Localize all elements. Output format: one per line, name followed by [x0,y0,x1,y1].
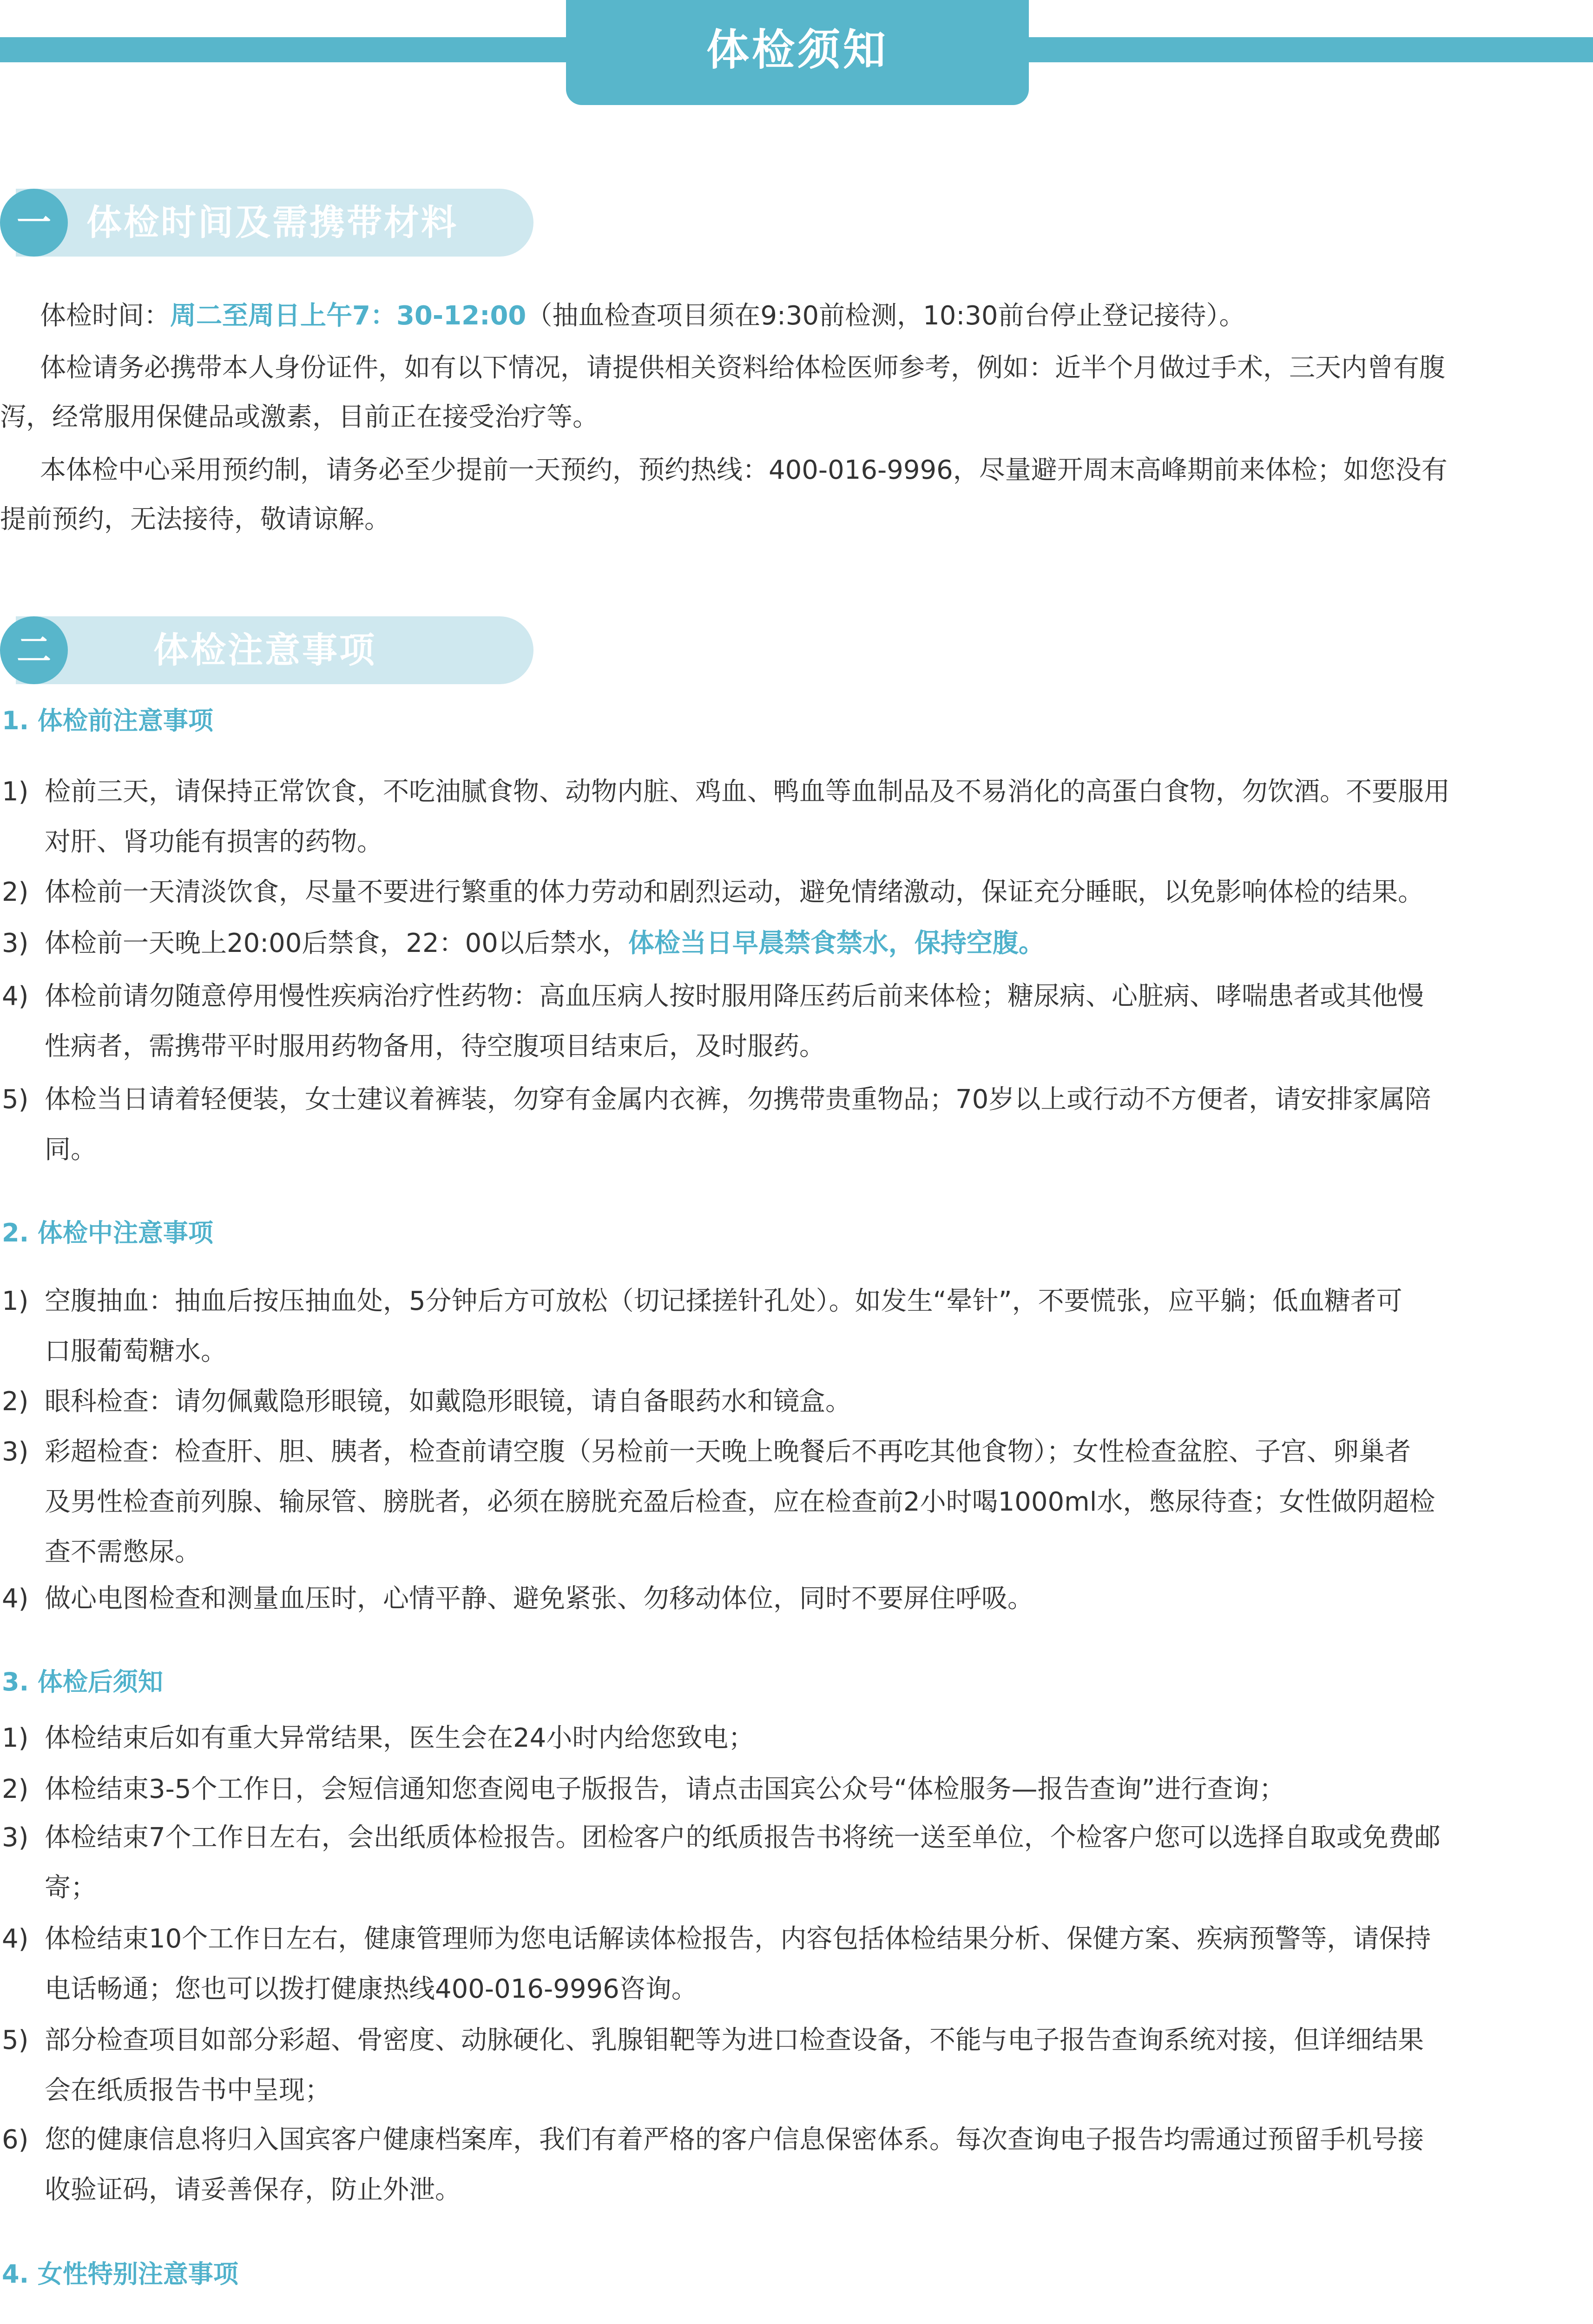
id-materials-paragraph-cont: 泻，经常服用保健品或激素，目前正在接受治疗等。 [0,402,599,432]
exam-time-note: （抽血检查项目须在9:30前检测，10:30前台停止登记接待）。 [526,301,1245,331]
list-item: 3) 彩超检查：检查肝、胆、胰者，检查前请空腹（另检前一天晚上晚餐后不再吃其他食物）；女性检查盆腔、子宫、卵巢者 及男性检查前列腺、输尿管、膀胱者，必须在膀胱充盈后检查，应在检查前2小时喝1000ml水，憋尿待查；女性做阴超检 查不需憋尿。 [2,1437,1435,1567]
list-item: 3) 体检前一天晚上20:00后禁食，22：00以后禁水，体检当日早晨禁食禁水，保持空腹。 [2,928,1045,958]
subheading-after-exam: 3. 体检后须知 [2,1667,163,1697]
list-item: 1) 体检结束后如有重大异常结果，医生会在24小时内给您致电； [2,1723,755,1753]
list-item: 1) 检前三天，请保持正常饮食，不吃油腻食物、动物内脏、鸡血、鸭血等血制品及不易消化的高蛋白食物，勿饮酒。不要服用 对肝、肾功能有损害的药物。 [2,777,1450,857]
fasting-highlight: 体检当日早晨禁食禁水，保持空腹。 [628,928,1045,958]
list-item: 4) 体检前请勿随意停用慢性疾病治疗性药物：高血压病人按时服用降压药后前来体检；糖尿病、心脏病、哮喘患者或其他慢 性病者，需携带平时服用药物备用，待空腹项目结束后，及时服药。 [2,981,1424,1062]
subheading-before-exam: 1. 体检前注意事项 [2,706,213,735]
list-item: 4) 做心电图检查和测量血压时，心情平静、避免紧张、勿移动体位，同时不要屏住呼吸。 [2,1584,1033,1614]
section-title: 体检时间及需携带材料 [86,202,458,243]
list-item: 5) 体检当日请着轻便装，女士建议着裤装，勿穿有金属内衣裤，勿携带贵重物品；70岁以上或行动不方便者，请安排家属陪 同。 [2,1084,1431,1165]
list-item: 3) 体检结束7个工作日左右，会出纸质体检报告。团检客户的纸质报告书将统一送至单位，个检客户您可以选择自取或免费邮 寄； [2,1822,1441,1903]
list-item: 2) 眼科检查：请勿佩戴隐形眼镜，如戴隐形眼镜，请自备眼药水和镜盒。 [2,1386,851,1417]
subheading-during-exam: 2. 体检中注意事项 [2,1218,213,1248]
list-item: 2) 体检前一天清淡饮食，尽量不要进行繁重的体力劳动和剧烈运动，避免情绪激动，保证充分睡眠，以免影响体检的结果。 [2,877,1424,907]
section-title: 体检注意事项 [153,629,376,671]
list-item [0,2317,1585,2324]
id-materials-paragraph: 体检请务必携带本人身份证件，如有以下情况，请提供相关资料给体检医师参考，例如：近半个月做过手术，三天内曾有腹 [40,353,1445,383]
list-item: 5) 部分检查项目如部分彩超、骨密度、动脉硬化、乳腺钼靶等为进口检查设备，不能与电子报告查询系统对接，但详细结果 会在纸质报告书中呈现； [2,2025,1424,2106]
list-item: 4) 体检结束10个工作日左右，健康管理师为您电话解读体检报告，内容包括体检结果分析、保健方案、疾病预警等，请保持 电话畅通；您也可以拨打健康热线400-016-9996咨询。 [2,1924,1431,2004]
subheading-female: 4. 女性特别注意事项 [2,2259,238,2289]
appointment-paragraph-cont: 提前预约，无法接待，敬请谅解。 [0,504,390,535]
exam-time-paragraph [40,297,1573,335]
page-title: 体检须知 [566,0,1029,105]
list-item: 1) 空腹抽血：抽血后按压抽血处，5分钟后方可放松（切记揉搓针孔处）。如发生“晕针”，不要慌张，应平躺；低血糖者可 口服葡萄糖水。 [2,1286,1402,1367]
section-number: 二 [0,616,68,684]
list-item: 6) 您的健康信息将归入国宾客户健康档案库，我们有着严格的客户信息保密体系。每次查询电子报告均需通过预留手机号接 收验证码，请妥善保存，防止外泄。 [2,2125,1424,2205]
exam-time-value: 周二至周日上午7：30-12:00 [170,301,527,331]
exam-time-label: 体检时间： [40,301,170,331]
section-number: 一 [0,189,68,257]
appointment-paragraph: 本体检中心采用预约制，请务必至少提前一天预约，预约热线：400-016-9996，尽量避开周末高峰期前来体检；如您没有 [40,455,1448,485]
list-item: 2) 体检结束3-5个工作日，会短信通知您查阅电子版报告，请点击国宾公众号“体检服务—报告查询”进行查询； [2,1774,1285,1804]
